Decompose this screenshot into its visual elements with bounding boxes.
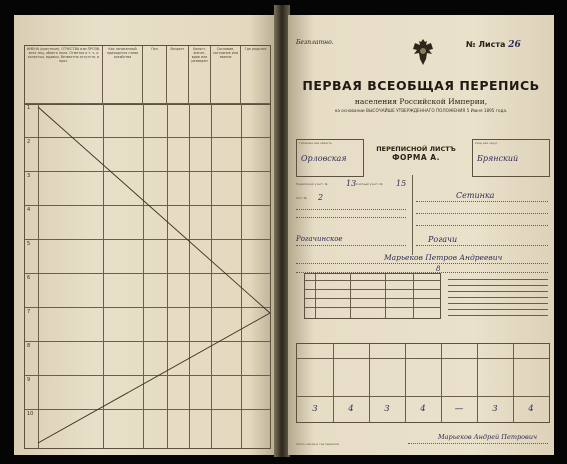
header-col-names: ИМЕНА (крестные), ОТЧЕСТВА или ПРОЗВ. всех лиц, обоего пола. Отметка о т. ч. о холостых, вдовых, безвестно отсутств. и проч. [25, 46, 103, 104]
sheet-number [466, 40, 521, 50]
document-title: ПЕРВАЯ ВСЕОБЩАЯ ПЕРЕПИСЬ [302, 78, 540, 93]
summary-cell: 3 [384, 404, 390, 414]
village2-value: Рогачи [428, 235, 458, 244]
sheet-label: Лист № [296, 196, 307, 200]
owner-value: Марьеков Петров Андреевич [384, 253, 503, 262]
cross-out-mark [25, 103, 270, 448]
summary-table [296, 343, 550, 423]
counter-value: 13 [346, 179, 357, 188]
counter-label: Переписной участ. № [296, 182, 328, 186]
uezd-box [472, 139, 550, 177]
village-value: Рогачинское [296, 235, 343, 243]
province-box [296, 139, 364, 177]
row-number: 1 [27, 105, 31, 111]
footer-note: Число, месяц и год переписи [296, 442, 340, 446]
census-book [6, 5, 561, 457]
header-col-sex: Пол [143, 46, 167, 104]
count-value: 15 [396, 179, 407, 188]
document-subtitle: населения Российской Империи, [354, 97, 488, 106]
uezd-value: Брянский [477, 154, 519, 163]
sheet-value: 2 [318, 193, 324, 202]
sheet-number-value: 26 [508, 40, 521, 50]
province-value: Орловская [301, 154, 347, 163]
form-title-line2: ФОРМА А. [392, 153, 440, 162]
province-label: Губерния или область [299, 141, 332, 145]
row-number: 4 [27, 207, 31, 213]
header-col-age: Возраст [167, 46, 189, 104]
document-subtitle-decree: на основании ВЫСОЧАЙШЕ УТВЕРЖДЕННАГО ПОЛОЖЕНИЯ 5 Июня 1895 года. [334, 108, 508, 113]
left-table-body [24, 103, 271, 449]
count-m-value: 8 [436, 265, 441, 273]
imperial-eagle-icon [410, 37, 436, 67]
signature-value: Марьеков Андрей Петрович [438, 433, 538, 441]
form-title-line1: ПЕРЕПИСНОЙ ЛИСТЪ [376, 145, 456, 153]
summary-cell: 4 [420, 404, 426, 414]
row-number: 7 [27, 309, 31, 315]
summary-cell: 4 [348, 404, 354, 414]
right-page [288, 15, 554, 455]
row-number: 8 [27, 343, 31, 349]
society-value: Сетинка [456, 191, 495, 200]
free-label: Безплатно. [296, 39, 334, 46]
uezd-label: Уезд или округ [475, 141, 498, 145]
left-table-header [24, 45, 271, 105]
count-label: Счетный участ. № [356, 182, 383, 186]
summary-cell: 3 [492, 404, 498, 414]
summary-cell: 4 [528, 404, 534, 414]
row-number: 3 [27, 173, 31, 179]
row-number: 5 [27, 241, 31, 247]
row-number: 2 [27, 139, 31, 145]
header-col-relation: Как записанный приходится главе хозяйства [103, 46, 143, 104]
summary-cell: — [454, 404, 464, 414]
row-number: 9 [27, 377, 31, 383]
form-title [366, 145, 466, 162]
notes-block [448, 273, 548, 321]
header-col-estate: Сословие, состояние или звание [211, 46, 241, 104]
row-number: 10 [27, 411, 34, 417]
header-col-birthplace: Где родился [244, 47, 267, 51]
sheet-number-label: № Листа [466, 40, 506, 49]
summary-cell: 3 [312, 404, 318, 414]
row-number: 6 [27, 275, 31, 281]
header-col-marital: Холост, женат, вдов или разведен [189, 46, 211, 104]
left-page [14, 15, 276, 455]
room-count-table [304, 273, 441, 319]
